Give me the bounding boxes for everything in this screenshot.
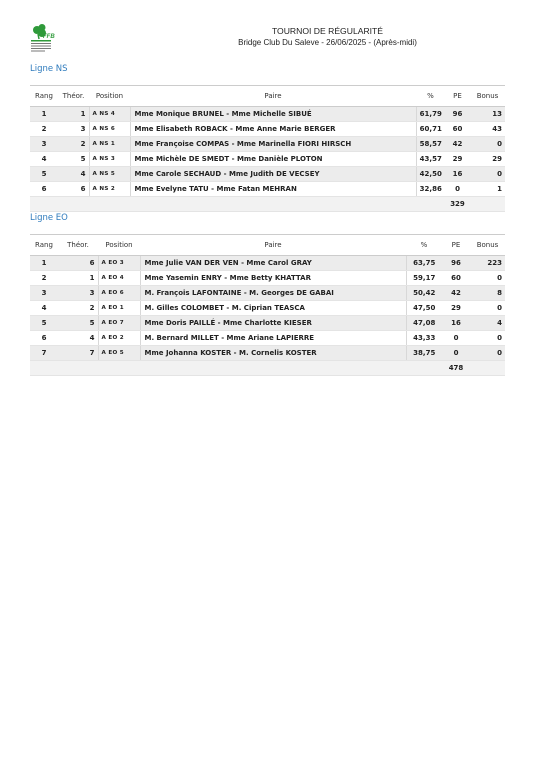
col-position: Position — [98, 235, 140, 256]
table-row — [30, 152, 505, 167]
table-row — [30, 137, 505, 152]
bonus-cell: 0 — [470, 331, 505, 346]
pct-cell: 63,75 — [406, 256, 442, 271]
pct-cell: 58,57 — [416, 137, 445, 152]
pair-cell: Mme Johanna KOSTER - M. Cornelis KOSTER — [140, 346, 406, 361]
theor-cell: 6 — [58, 182, 89, 197]
pe-cell: 16 — [442, 316, 470, 331]
pair-cell: Mme Elisabeth ROBACK - Mme Anne Marie BERGER — [130, 122, 416, 137]
bonus-cell: 8 — [470, 286, 505, 301]
rang-cell: 6 — [30, 182, 58, 197]
position-cell: A EO 3 — [98, 256, 140, 271]
pe-cell: 96 — [445, 107, 470, 122]
table-row — [30, 331, 505, 346]
pair-cell: Mme Evelyne TATU - Mme Fatan MEHRAN — [130, 182, 416, 197]
bonus-cell: 223 — [470, 256, 505, 271]
pe-cell: 60 — [445, 122, 470, 137]
theor-cell: 1 — [58, 107, 89, 122]
pe-cell: 42 — [442, 286, 470, 301]
bonus-cell: 0 — [470, 301, 505, 316]
col-theor: Théor. — [58, 86, 89, 107]
total-pe-cell: 329 — [445, 197, 470, 212]
pct-cell: 43,33 — [406, 331, 442, 346]
position-cell: A NS 2 — [89, 182, 130, 197]
bonus-cell: 0 — [470, 271, 505, 286]
pct-cell: 32,86 — [416, 182, 445, 197]
table-row — [30, 271, 505, 286]
col-pct: % — [416, 86, 445, 107]
col-rang: Rang — [30, 235, 58, 256]
rang-cell: 2 — [30, 271, 58, 286]
position-cell: A NS 5 — [89, 167, 130, 182]
position-cell: A EO 1 — [98, 301, 140, 316]
position-cell: A NS 4 — [89, 107, 130, 122]
pct-cell: 38,75 — [406, 346, 442, 361]
pair-cell: M. François LAFONTAINE - M. Georges DE GABAI — [140, 286, 406, 301]
rang-cell: 3 — [30, 286, 58, 301]
rang-cell: 5 — [30, 167, 58, 182]
pe-cell: 0 — [442, 346, 470, 361]
pe-cell: 60 — [442, 271, 470, 286]
col-paire: Paire — [130, 86, 416, 107]
total-row — [30, 361, 505, 376]
pair-cell: M. Bernard MILLET - Mme Ariane LAPIERRE — [140, 331, 406, 346]
position-cell: A EO 5 — [98, 346, 140, 361]
col-pct: % — [406, 235, 442, 256]
col-pe: PE — [445, 86, 470, 107]
total-row — [30, 197, 505, 212]
rang-cell: 1 — [30, 256, 58, 271]
table-row — [30, 182, 505, 197]
section-title-ns: Ligne NS — [30, 64, 68, 74]
pair-cell: Mme Monique BRUNEL - Mme Michelle SIBUÉ — [130, 107, 416, 122]
report-header — [120, 26, 535, 48]
pe-cell: 96 — [442, 256, 470, 271]
rang-cell: 2 — [30, 122, 58, 137]
bonus-cell: 0 — [470, 346, 505, 361]
pe-cell: 29 — [445, 152, 470, 167]
total-pe-cell: 478 — [442, 361, 470, 376]
theor-cell: 4 — [58, 331, 98, 346]
section-title-eo: Ligne EO — [30, 213, 68, 223]
pct-cell: 59,17 — [406, 271, 442, 286]
pair-cell: M. Gilles COLOMBET - M. Ciprian TEASCA — [140, 301, 406, 316]
bonus-cell: 0 — [470, 137, 505, 152]
pair-cell: Mme Julie VAN DER VEN - Mme Carol GRAY — [140, 256, 406, 271]
rang-cell: 6 — [30, 331, 58, 346]
theor-cell: 2 — [58, 301, 98, 316]
col-pe: PE — [442, 235, 470, 256]
pair-cell: Mme Yasemin ENRY - Mme Betty KHATTAR — [140, 271, 406, 286]
pct-cell: 43,57 — [416, 152, 445, 167]
col-rang: Rang — [30, 86, 58, 107]
rang-cell: 3 — [30, 137, 58, 152]
table-header-row — [30, 235, 505, 256]
rang-cell: 4 — [30, 152, 58, 167]
pe-cell: 0 — [445, 182, 470, 197]
bonus-cell: 0 — [470, 167, 505, 182]
position-cell: A NS 1 — [89, 137, 130, 152]
bonus-cell: 4 — [470, 316, 505, 331]
logo-text: FFB — [43, 34, 55, 40]
theor-cell: 5 — [58, 152, 89, 167]
ffb-logo — [29, 24, 55, 60]
theor-cell: 5 — [58, 316, 98, 331]
pe-cell: 42 — [445, 137, 470, 152]
table-row — [30, 122, 505, 137]
pct-cell: 47,08 — [406, 316, 442, 331]
table-row — [30, 346, 505, 361]
pe-cell: 29 — [442, 301, 470, 316]
total-bonus-cell — [470, 197, 505, 212]
position-cell: A NS 6 — [89, 122, 130, 137]
table-row — [30, 301, 505, 316]
table-header-row — [30, 86, 505, 107]
pe-cell: 0 — [442, 331, 470, 346]
table-row — [30, 286, 505, 301]
rang-cell: 5 — [30, 316, 58, 331]
position-cell: A EO 6 — [98, 286, 140, 301]
pe-cell: 16 — [445, 167, 470, 182]
pct-cell: 50,42 — [406, 286, 442, 301]
col-bonus: Bonus — [470, 86, 505, 107]
position-cell: A EO 4 — [98, 271, 140, 286]
theor-cell: 3 — [58, 122, 89, 137]
theor-cell: 4 — [58, 167, 89, 182]
col-paire: Paire — [140, 235, 406, 256]
table-row — [30, 167, 505, 182]
results-table-ns — [30, 85, 505, 212]
pct-cell: 42,50 — [416, 167, 445, 182]
theor-cell: 2 — [58, 137, 89, 152]
ffb-clover-logo-icon — [29, 24, 55, 60]
total-bonus-cell — [470, 361, 505, 376]
report-title: TOURNOI DE RÉGULARITÉ — [271, 26, 384, 36]
pair-cell: Mme Doris PAILLÉ - Mme Charlotte KIESER — [140, 316, 406, 331]
bonus-cell: 13 — [470, 107, 505, 122]
rang-cell: 4 — [30, 301, 58, 316]
bonus-cell: 29 — [470, 152, 505, 167]
table-row — [30, 107, 505, 122]
table-row — [30, 256, 505, 271]
theor-cell: 6 — [58, 256, 98, 271]
pct-cell: 61,79 — [416, 107, 445, 122]
rang-cell: 1 — [30, 107, 58, 122]
results-table-eo — [30, 234, 505, 376]
pct-cell: 60,71 — [416, 122, 445, 137]
position-cell: A EO 7 — [98, 316, 140, 331]
pair-cell: Mme Carole SECHAUD - Mme Judith DE VECSEY — [130, 167, 416, 182]
bonus-cell: 43 — [470, 122, 505, 137]
pct-cell: 47,50 — [406, 301, 442, 316]
total-spacer — [30, 361, 442, 376]
theor-cell: 3 — [58, 286, 98, 301]
table-row — [30, 316, 505, 331]
col-position: Position — [89, 86, 130, 107]
pair-cell: Mme Michèle DE SMEDT - Mme Danièle PLOTON — [130, 152, 416, 167]
pair-cell: Mme Françoise COMPAS - Mme Marinella FIORI HIRSCH — [130, 137, 416, 152]
position-cell: A EO 2 — [98, 331, 140, 346]
total-spacer — [30, 197, 445, 212]
position-cell: A NS 3 — [89, 152, 130, 167]
report-subtitle: Bridge Club Du Saleve - 26/06/2025 - (Après-midi) — [238, 38, 417, 47]
bonus-cell: 1 — [470, 182, 505, 197]
col-theor: Théor. — [58, 235, 98, 256]
theor-cell: 1 — [58, 271, 98, 286]
col-bonus: Bonus — [470, 235, 505, 256]
rang-cell: 7 — [30, 346, 58, 361]
theor-cell: 7 — [58, 346, 98, 361]
